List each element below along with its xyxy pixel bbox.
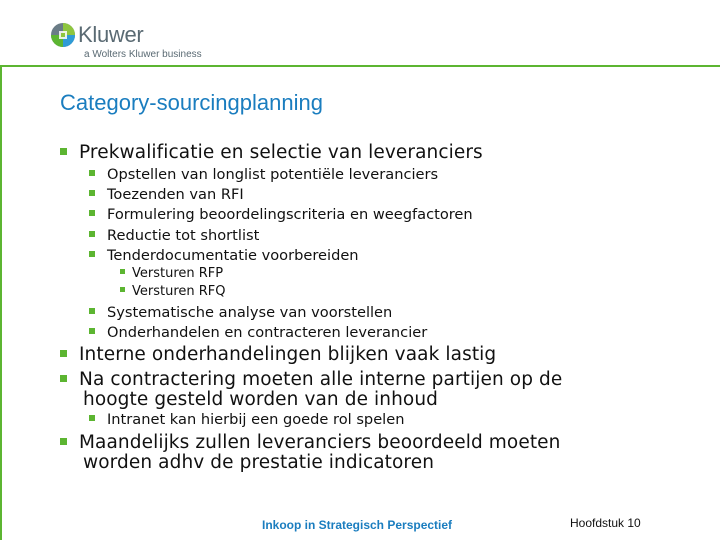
bullet-text: Prekwalificatie en selectie van leveranciers bbox=[79, 142, 483, 163]
bullet-text: Na contractering moeten alle interne partijen op de bbox=[79, 369, 563, 390]
logo-tagline: a Wolters Kluwer business bbox=[84, 49, 202, 60]
square-bullet-icon bbox=[60, 438, 67, 445]
bullet-level2 bbox=[89, 247, 359, 264]
kluwer-logo bbox=[50, 18, 220, 62]
bullet-text: Intranet kan hierbij een goede rol spelen bbox=[107, 411, 405, 428]
square-bullet-icon bbox=[60, 350, 67, 357]
bullet-level2 bbox=[89, 324, 427, 341]
bullet-level1 bbox=[60, 142, 483, 163]
bullet-level3 bbox=[120, 284, 226, 299]
footer-book-title: Inkoop in Strategisch Perspectief bbox=[262, 518, 453, 532]
slide-title: Category-sourcingplanning bbox=[60, 90, 323, 115]
bullet-text: Toezenden van RFI bbox=[107, 186, 244, 203]
bullet-continuation: worden adhv de prestatie indicatoren bbox=[83, 452, 435, 473]
bullet-level2 bbox=[89, 186, 244, 203]
bullet-level2 bbox=[89, 166, 438, 183]
bullet-text: Reductie tot shortlist bbox=[107, 227, 260, 244]
bullet-level2 bbox=[89, 206, 473, 223]
bullet-continuation: hoogte gesteld worden van de inhoud bbox=[83, 389, 439, 410]
square-bullet-icon bbox=[89, 308, 95, 314]
square-bullet-icon bbox=[89, 328, 95, 334]
bullet-level2 bbox=[89, 411, 404, 428]
logo-name: Kluwer bbox=[78, 22, 144, 47]
footer-chapter: Hoofdstuk 10 bbox=[570, 516, 641, 530]
bullet-level3 bbox=[120, 266, 223, 281]
square-bullet-icon bbox=[89, 251, 95, 257]
bullet-text: Systematische analyse van voorstellen bbox=[107, 304, 393, 321]
square-bullet-icon bbox=[89, 210, 95, 216]
bullet-text: Tenderdocumentatie voorbereiden bbox=[107, 247, 359, 264]
square-bullet-icon bbox=[89, 415, 95, 421]
square-bullet-icon bbox=[60, 148, 67, 155]
bullet-level1 bbox=[60, 344, 496, 365]
bullet-text: Versturen RFQ bbox=[132, 284, 226, 299]
bullet-text: Versturen RFP bbox=[132, 266, 224, 281]
bullet-level1 bbox=[60, 432, 560, 453]
bullet-text: Formulering beoordelingscriteria en weegfactoren bbox=[107, 206, 473, 223]
square-bullet-icon bbox=[120, 269, 125, 274]
bullet-text: Onderhandelen en contracteren leverancier bbox=[107, 324, 428, 341]
square-bullet-icon bbox=[89, 231, 95, 237]
bullet-text: Opstellen van longlist potentiële leveranciers bbox=[107, 166, 439, 183]
bullet-text: Maandelijks zullen leveranciers beoordeeld moeten bbox=[79, 432, 561, 453]
square-bullet-icon bbox=[89, 170, 95, 176]
square-bullet-icon bbox=[120, 287, 125, 292]
square-bullet-icon bbox=[60, 375, 67, 382]
bullet-level2 bbox=[89, 227, 259, 244]
bullet-text: Interne onderhandelingen blijken vaak lastig bbox=[79, 344, 497, 365]
globe-icon bbox=[50, 22, 76, 48]
square-bullet-icon bbox=[89, 190, 95, 196]
bullet-level2 bbox=[89, 304, 392, 321]
bullet-level1 bbox=[60, 369, 562, 390]
